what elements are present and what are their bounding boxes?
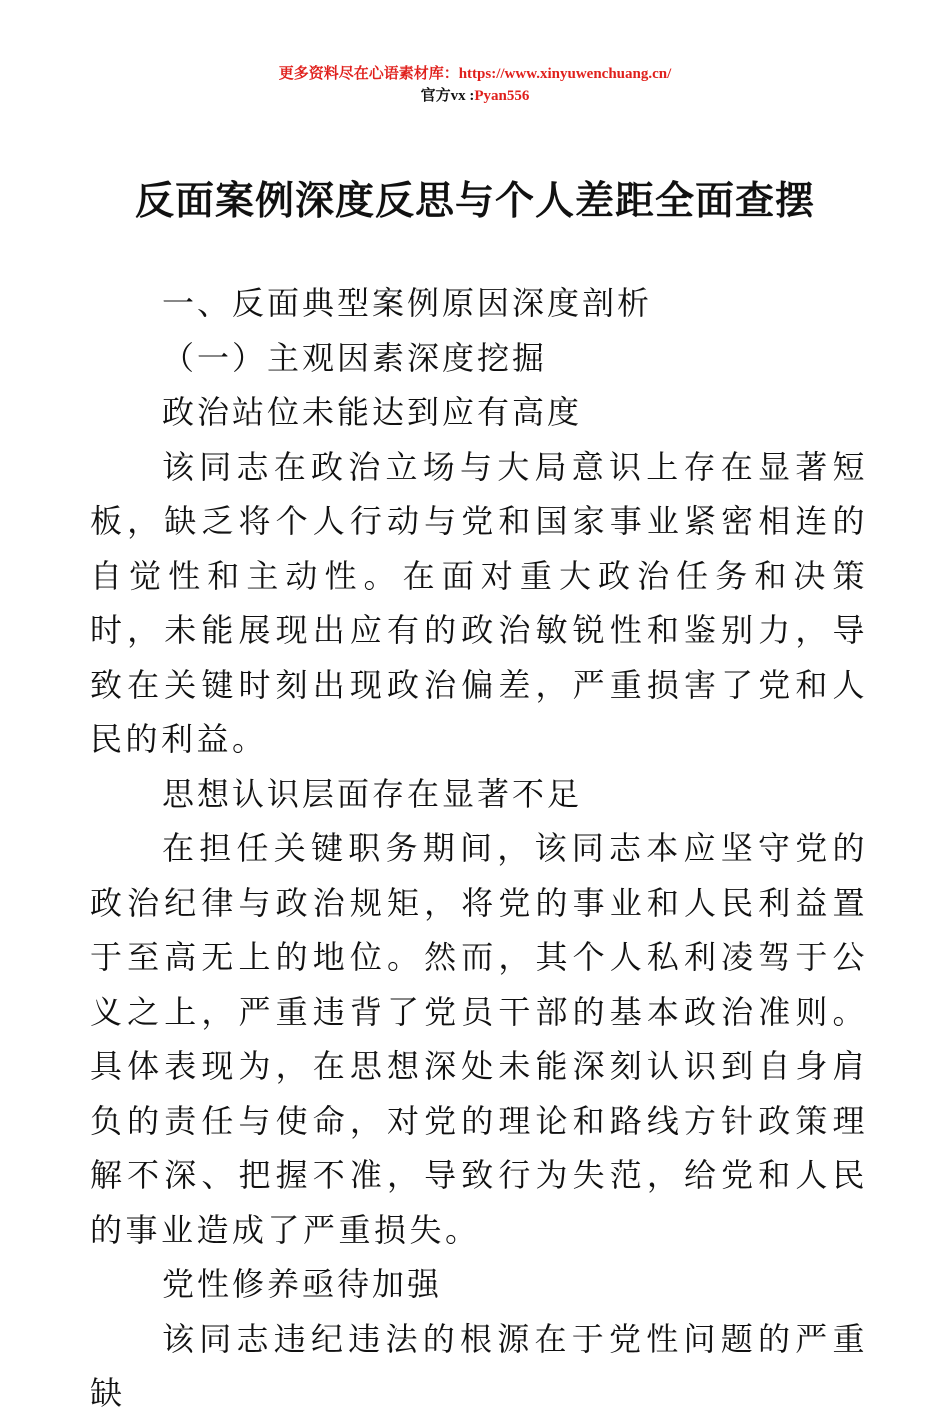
subsection-heading: （一）主观因素深度挖掘	[162, 338, 548, 377]
banner-account: Pyan556	[474, 88, 530, 104]
banner-line-1[interactable]: 更多资料尽在心语素材库：https://www.xinyuwenchuang.cn/	[278, 66, 672, 82]
banner-label: 官方vx :	[420, 88, 475, 104]
body-paragraph: 在担任关键职务期间，该同志本应坚守党的政治纪律与政治规矩，将党的事业和人民利益置于至高无上的地位。然而，其个人私利凌驾于公义之上，严重违背了党员干部的基本政治准则。具体表现为，在思想深处未能深刻认识到自身肩负的责任与使命，对党的理论和路线方针政策理解不深、把握不准，导致行为失范，给党和人民的事业造成了严重损失。	[90, 829, 868, 1249]
point-heading: 党性修养亟待加强	[162, 1265, 443, 1303]
document-body	[90, 276, 868, 1421]
body-paragraph: 该同志违纪违法的根源在于党性问题的严重缺	[90, 1319, 868, 1412]
source-banner	[0, 64, 950, 106]
document-title: 反面案例深度反思与个人差距全面查摆	[134, 178, 815, 224]
banner-line-2	[0, 86, 950, 106]
point-heading: 政治站位未能达到应有高度	[162, 393, 583, 431]
body-paragraph: 该同志在政治立场与大局意识上存在显著短板，缺乏将个人行动与党和国家事业紧密相连的自觉性和主动性。在面对重大政治任务和决策时，未能展现出应有的政治敏锐性和鉴别力，导致在关键时刻出现政治偏差，严重损害了党和人民的利益。	[90, 447, 868, 758]
section-heading: 一、反面典型案例原因深度剖析	[162, 284, 653, 322]
point-heading: 思想认识层面存在显著不足	[162, 774, 583, 813]
